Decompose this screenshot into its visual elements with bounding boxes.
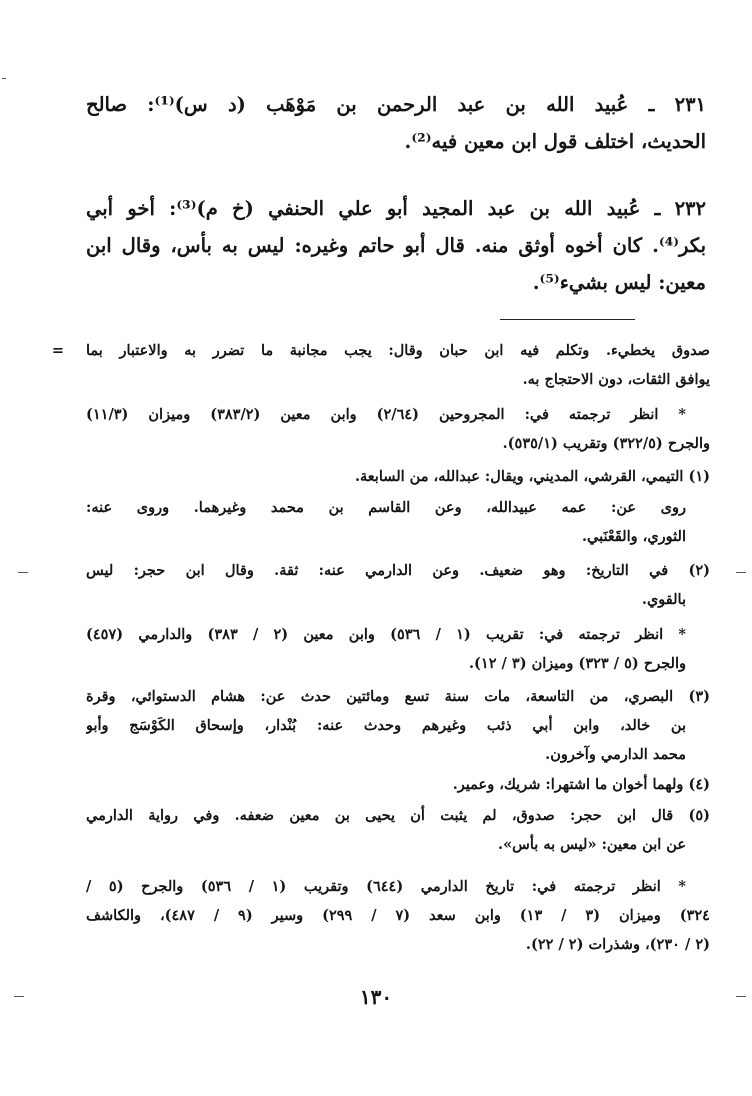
footnote-3-line-1: (٣) البصري، من التاسعة، مات سنة تسع ومائتين حدث عن: هشام الدستوائي، وقرة bbox=[86, 688, 710, 705]
footnote-separator bbox=[500, 319, 635, 320]
star-2-line-1: * انظر ترجمته في: تقريب (١ / ٥٣٦) وابن معين (٢ / ٣٨٣) والدارمي (٤٥٧) bbox=[86, 626, 686, 643]
footnote-continuation bbox=[86, 336, 710, 394]
scan-mark bbox=[14, 996, 24, 997]
footnote-star-2 bbox=[86, 620, 710, 678]
footnote-3-line-3: محمد الدارمي وآخرون. bbox=[545, 746, 686, 763]
footnote-3 bbox=[86, 682, 710, 769]
footnote-5-line-1: (٥) قال ابن حجر: صدوق، لم يثبت أن يحيى بن معين ضعفه. وفي رواية الدارمي bbox=[86, 807, 710, 824]
footnote-2-line-1: (٢) في التاريخ: وهو ضعيف. وعن الدارمي عنه: ثقة. وقال ابن حجر: ليس bbox=[86, 562, 710, 579]
footnote-5 bbox=[86, 801, 710, 859]
footnote-1b-line-1: روى عن: عمه عبيدالله، وعن القاسم بن محمد وغيرهما. وروى عنه: bbox=[86, 499, 686, 516]
entry-232-line-2: بكر⁽⁴⁾. كان أخوه أوثق منه. قال أبو حاتم وغيره: ليس به بأس، وقال ابن bbox=[86, 234, 706, 257]
star-3-line-2: ٣٢٤) وميزان (٣ / ١٣) وابن سعد (٧ / ٢٩٩) وسير (٩ / ٤٨٧)، والكاشف bbox=[86, 907, 710, 924]
star-2-line-2: والجرح (٥ / ٣٢٣) وميزان (٣ / ١٢). bbox=[469, 655, 686, 672]
footnote-1-line-1: (١) التيمي، القرشي، المديني، ويقال: عبدالله، من السابعة. bbox=[354, 468, 710, 485]
footnote-1 bbox=[86, 462, 710, 491]
entry-231 bbox=[86, 86, 706, 160]
footnote-1b-line-2: الثوري، والقَعْنَبي. bbox=[581, 528, 686, 545]
footnote-2-line-2: بالقوي. bbox=[641, 591, 686, 608]
scan-mark bbox=[736, 572, 746, 573]
footnote-2 bbox=[86, 556, 710, 614]
page-number: ١٣٠ bbox=[359, 985, 393, 1009]
footnote-3-line-2: بن خالد، وابن أبي ذئب وغيرهم وحدث عنه: بُنْدار، وإسحاق الكَوْسَج وأبو bbox=[86, 717, 686, 734]
star-3-line-1: * انظر ترجمته في: تاريخ الدارمي (٦٤٤) وتقريب (١ / ٥٣٦) والجرح (٥ / bbox=[86, 878, 686, 895]
entry-231-line-2: الحديث، اختلف قول ابن معين فيه⁽²⁾. bbox=[404, 130, 706, 153]
scan-mark bbox=[2, 78, 6, 79]
entry-232-line-3: معين: ليس بشيء⁽⁵⁾. bbox=[532, 271, 706, 294]
footnote-5-line-2: عن ابن معين: «ليس به بأس». bbox=[498, 836, 686, 853]
footnote-1-narrators bbox=[86, 493, 710, 551]
entry-231-line-1: ٢٣١ ـ عُبيد الله بن عبد الرحمن بن مَوْهَب (د س)⁽¹⁾: صالح bbox=[86, 93, 706, 116]
entry-232 bbox=[86, 190, 706, 301]
star-3-line-3: (٢ / ٢٣٠)، وشذرات (٢ / ٢٢). bbox=[525, 936, 710, 953]
footnote-star-1 bbox=[86, 400, 710, 458]
footnote-star-3 bbox=[86, 872, 710, 959]
continuation-marker: = bbox=[51, 342, 65, 359]
scan-mark bbox=[736, 996, 746, 997]
footnote-4-line-1: (٤) ولهما أخوان ما اشتهرا: شريك، وعمير. bbox=[452, 776, 710, 793]
scan-mark bbox=[18, 572, 28, 573]
star-1-line-1: * انظر ترجمته في: المجروحين (٢/٦٤) وابن معين (٣٨٣/٢) وميزان (١١/٣) bbox=[86, 406, 686, 423]
star-1-line-2: والجرح (٣٢٢/٥) وتقريب (٥٣٥/١). bbox=[502, 435, 710, 452]
footnote-4 bbox=[86, 770, 710, 799]
continuation-line-1: صدوق يخطيء. وتكلم فيه ابن حبان وقال: يجب مجانبة ما تضرر به والاعتبار بما bbox=[86, 342, 710, 359]
continuation-line-2: يوافق الثقات، دون الاحتجاج به. bbox=[522, 371, 710, 388]
entry-232-line-1: ٢٣٢ ـ عُبيد الله بن عبد المجيد أبو علي الحنفي (خ م)⁽³⁾: أخو أبي bbox=[86, 197, 706, 220]
